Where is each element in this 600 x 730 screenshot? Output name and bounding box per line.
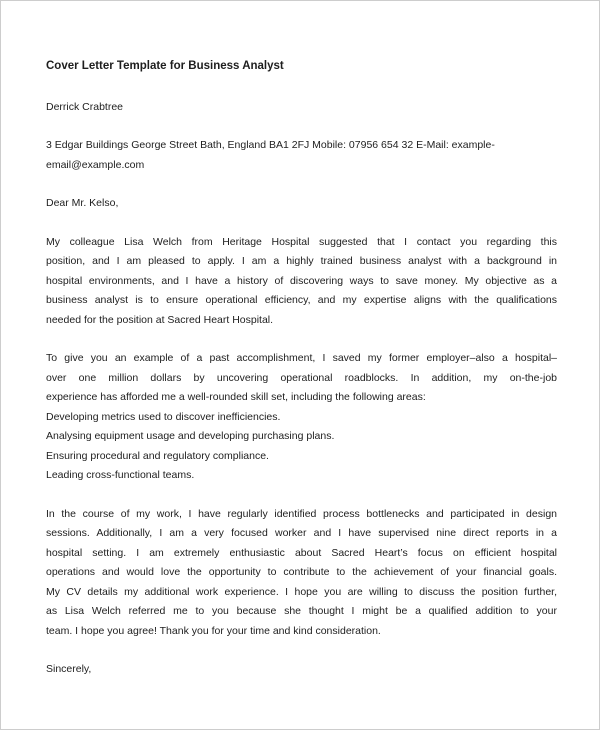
document-title: Cover Letter Template for Business Analyst <box>46 60 284 72</box>
text-line: Leading cross-functional teams. <box>46 469 195 481</box>
text-line: sessions. Additionally, I am a very focused worker and I have supervised nine direct reports in a <box>46 527 557 539</box>
text-line: In the course of my work, I have regularly identified process bottlenecks and participated in design <box>46 507 557 520</box>
text-line: hospital setting. I am extremely enthusiastic about Sacred Heart’s focus on efficient hospital <box>46 546 557 559</box>
paragraph-experience <box>46 505 557 642</box>
text-line: team. I hope you agree! Thank you for your time and kind consideration. <box>46 624 381 637</box>
text-line: hospital environments, and I have a history of discovering ways to save money. My objective as a <box>46 274 557 287</box>
text-line: To give you an example of a past accomplishment, I saved my former employer–also a hospital– <box>46 352 557 364</box>
text-line: position, and I am pleased to apply. I am a highly trained business analyst with a background in <box>46 255 557 267</box>
text-line: operations and would love the opportunity to contribute to the achievement of your financial goals. <box>46 566 557 578</box>
text-line: My colleague Lisa Welch from Heritage Hospital suggested that I contact you regarding this <box>46 235 557 248</box>
paragraph-introduction <box>46 233 557 331</box>
text-line: email@example.com <box>46 158 145 171</box>
paragraph-accomplishment <box>46 349 557 408</box>
text-line: business analyst is to ensure operational efficiency, and my expertise aligns with the qualifications <box>46 294 557 306</box>
closing-salutation: Sincerely, <box>46 663 92 675</box>
text-line: My CV details my additional work experience. I hope you are willing to discuss the position further, <box>46 585 557 598</box>
sender-contact <box>46 136 557 175</box>
text-line: experience has afforded me a well-rounded skill set, including the following areas: <box>46 391 426 403</box>
text-line: 3 Edgar Buildings George Street Bath, England BA1 2FJ Mobile: 07956 654 32 E-Mail: example- <box>46 139 495 151</box>
text-line: needed for the position at Sacred Heart Hospital. <box>46 313 274 326</box>
text-line: Ensuring procedural and regulatory compliance. <box>46 449 269 462</box>
text-line: over one million dollars by uncovering operational roadblocks. In addition, my on-the-job <box>46 371 557 384</box>
text-line: Analysing equipment usage and developing purchasing plans. <box>46 430 335 442</box>
text-line: as Lisa Welch referred me to you because she thought I might be a qualified addition to your <box>46 605 557 617</box>
text-line: Developing metrics used to discover inefficiencies. <box>46 410 281 423</box>
sender-name: Derrick Crabtree <box>46 100 124 113</box>
skills-list <box>46 408 557 486</box>
salutation: Dear Mr. Kelso, <box>46 197 119 209</box>
